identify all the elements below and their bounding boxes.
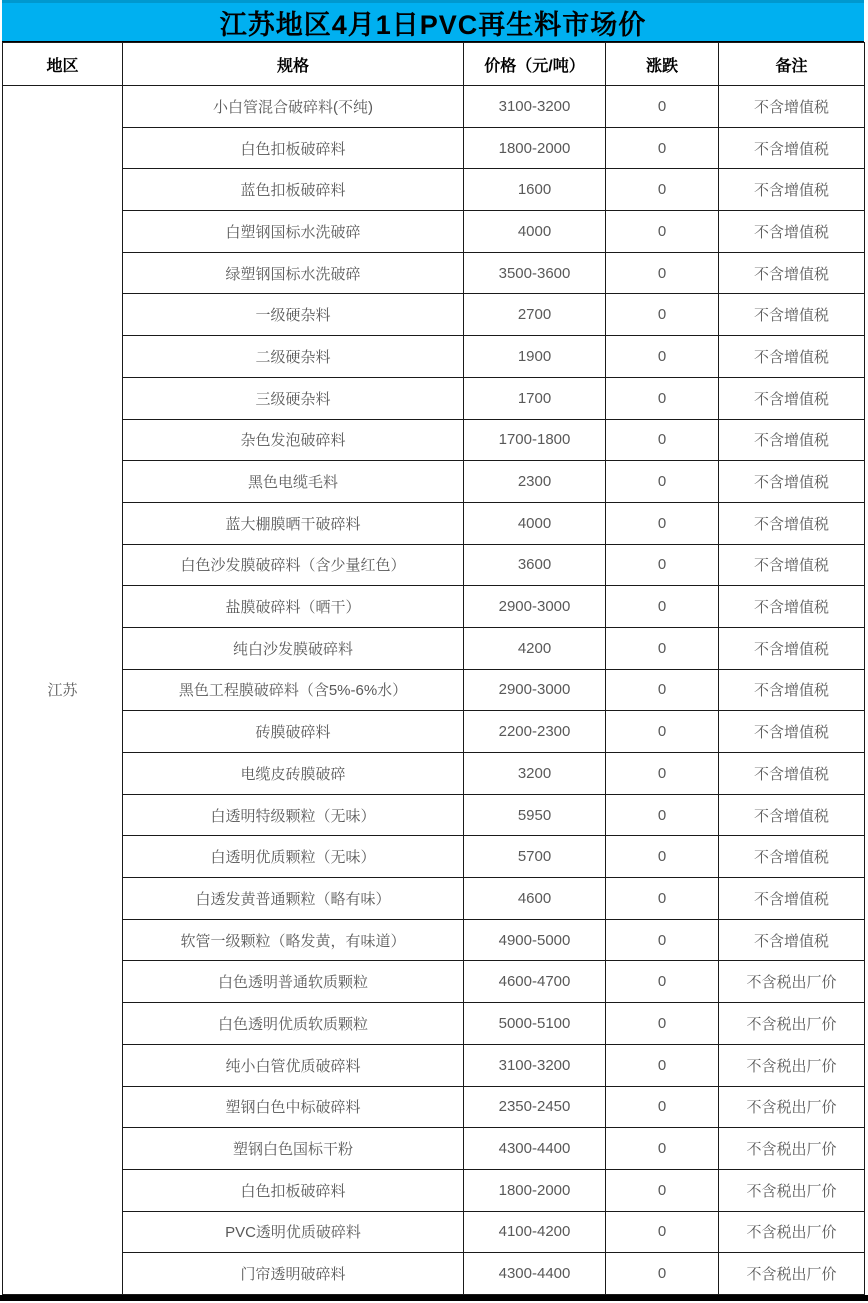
table-row <box>3 627 865 669</box>
table-row <box>3 502 865 544</box>
note-cell: 不含增值税 <box>719 419 865 461</box>
price-cell: 2900-3000 <box>464 586 606 628</box>
change-cell: 0 <box>606 211 719 253</box>
table-row <box>3 1128 865 1170</box>
price-cell: 2350-2450 <box>464 1086 606 1128</box>
price-cell: 4900-5000 <box>464 919 606 961</box>
table-row <box>3 961 865 1003</box>
spec-cell: 蓝色扣板破碎料 <box>123 169 464 211</box>
table-row <box>3 294 865 336</box>
price-cell: 5000-5100 <box>464 1003 606 1045</box>
bottom-border-bar <box>0 1295 868 1301</box>
price-cell: 4300-4400 <box>464 1128 606 1170</box>
note-cell: 不含增值税 <box>719 461 865 503</box>
table-row <box>3 336 865 378</box>
spec-cell: 黑色电缆毛料 <box>123 461 464 503</box>
spec-cell: 软管一级颗粒（略发黄，有味道） <box>123 919 464 961</box>
spec-cell: 盐膜破碎料（晒干） <box>123 586 464 628</box>
note-cell: 不含增值税 <box>719 544 865 586</box>
change-cell: 0 <box>606 1128 719 1170</box>
spec-cell: 小白管混合破碎料(不纯) <box>123 86 464 128</box>
note-cell: 不含增值税 <box>719 627 865 669</box>
note-cell: 不含税出厂价 <box>719 1211 865 1253</box>
col-header-spec: 规格 <box>123 43 464 86</box>
table-row <box>3 919 865 961</box>
price-cell: 4600 <box>464 878 606 920</box>
note-cell: 不含税出厂价 <box>719 1128 865 1170</box>
price-cell: 1700-1800 <box>464 419 606 461</box>
price-cell: 2700 <box>464 294 606 336</box>
header-row <box>3 43 865 86</box>
change-cell: 0 <box>606 461 719 503</box>
spec-cell: 白透明特级颗粒（无味） <box>123 794 464 836</box>
price-cell: 1800-2000 <box>464 127 606 169</box>
change-cell: 0 <box>606 586 719 628</box>
price-cell: 4600-4700 <box>464 961 606 1003</box>
note-cell: 不含增值税 <box>719 211 865 253</box>
spec-cell: 塑钢白色中标破碎料 <box>123 1086 464 1128</box>
table-row <box>3 544 865 586</box>
change-cell: 0 <box>606 919 719 961</box>
price-cell: 5700 <box>464 836 606 878</box>
spec-cell: 纯小白管优质破碎料 <box>123 1044 464 1086</box>
note-cell: 不含税出厂价 <box>719 961 865 1003</box>
note-cell: 不含增值税 <box>719 294 865 336</box>
table-row <box>3 252 865 294</box>
spec-cell: 白色透明优质软质颗粒 <box>123 1003 464 1045</box>
change-cell: 0 <box>606 669 719 711</box>
note-cell: 不含税出厂价 <box>719 1044 865 1086</box>
spec-cell: 杂色发泡破碎料 <box>123 419 464 461</box>
region-cell: 江苏 <box>3 86 123 1295</box>
price-cell: 2300 <box>464 461 606 503</box>
price-cell: 4000 <box>464 211 606 253</box>
change-cell: 0 <box>606 419 719 461</box>
note-cell: 不含增值税 <box>719 711 865 753</box>
table-row <box>3 1169 865 1211</box>
table-row <box>3 211 865 253</box>
table-row <box>3 1044 865 1086</box>
table-row <box>3 878 865 920</box>
change-cell: 0 <box>606 169 719 211</box>
table-row <box>3 1211 865 1253</box>
price-cell: 4100-4200 <box>464 1211 606 1253</box>
price-cell: 3100-3200 <box>464 1044 606 1086</box>
price-cell: 3100-3200 <box>464 86 606 128</box>
spec-cell: 白色扣板破碎料 <box>123 127 464 169</box>
spec-cell: 白色扣板破碎料 <box>123 1169 464 1211</box>
spec-cell: 白透发黄普通颗粒（略有味） <box>123 878 464 920</box>
price-cell: 4200 <box>464 627 606 669</box>
spec-cell: 纯白沙发膜破碎料 <box>123 627 464 669</box>
spec-cell: 白色透明普通软质颗粒 <box>123 961 464 1003</box>
spec-cell: 黑色工程膜破碎料（含5%-6%水） <box>123 669 464 711</box>
note-cell: 不含增值税 <box>719 252 865 294</box>
table-row <box>3 669 865 711</box>
note-cell: 不含增值税 <box>719 878 865 920</box>
change-cell: 0 <box>606 336 719 378</box>
table-row <box>3 1086 865 1128</box>
note-cell: 不含税出厂价 <box>719 1003 865 1045</box>
spec-cell: 蓝大棚膜晒干破碎料 <box>123 502 464 544</box>
col-header-price: 价格（元/吨） <box>464 43 606 86</box>
table-row <box>3 169 865 211</box>
change-cell: 0 <box>606 252 719 294</box>
spec-cell: 白塑钢国标水洗破碎 <box>123 211 464 253</box>
table-row <box>3 1253 865 1295</box>
spec-cell: 绿塑钢国标水洗破碎 <box>123 252 464 294</box>
change-cell: 0 <box>606 961 719 1003</box>
table-row <box>3 419 865 461</box>
change-cell: 0 <box>606 1044 719 1086</box>
price-cell: 3500-3600 <box>464 252 606 294</box>
note-cell: 不含税出厂价 <box>719 1086 865 1128</box>
change-cell: 0 <box>606 794 719 836</box>
note-cell: 不含增值税 <box>719 919 865 961</box>
change-cell: 0 <box>606 127 719 169</box>
change-cell: 0 <box>606 1086 719 1128</box>
spec-cell: 白透明优质颗粒（无味） <box>123 836 464 878</box>
col-header-change: 涨跌 <box>606 43 719 86</box>
table-row <box>3 836 865 878</box>
col-header-note: 备注 <box>719 43 865 86</box>
table-row <box>3 586 865 628</box>
note-cell: 不含增值税 <box>719 794 865 836</box>
spec-cell: 一级硬杂料 <box>123 294 464 336</box>
spec-cell: 白色沙发膜破碎料（含少量红色） <box>123 544 464 586</box>
price-cell: 3600 <box>464 544 606 586</box>
spec-cell: 电缆皮砖膜破碎 <box>123 753 464 795</box>
note-cell: 不含增值税 <box>719 127 865 169</box>
note-cell: 不含增值税 <box>719 86 865 128</box>
price-cell: 5950 <box>464 794 606 836</box>
change-cell: 0 <box>606 544 719 586</box>
note-cell: 不含增值税 <box>719 502 865 544</box>
table-row <box>3 86 865 128</box>
price-cell: 3200 <box>464 753 606 795</box>
note-cell: 不含增值税 <box>719 336 865 378</box>
change-cell: 0 <box>606 1211 719 1253</box>
price-cell: 1700 <box>464 377 606 419</box>
change-cell: 0 <box>606 878 719 920</box>
spec-cell: PVC透明优质破碎料 <box>123 1211 464 1253</box>
change-cell: 0 <box>606 86 719 128</box>
price-cell: 2900-3000 <box>464 669 606 711</box>
price-cell: 1600 <box>464 169 606 211</box>
change-cell: 0 <box>606 627 719 669</box>
price-cell: 1800-2000 <box>464 1169 606 1211</box>
note-cell: 不含增值税 <box>719 169 865 211</box>
change-cell: 0 <box>606 502 719 544</box>
page-title: 江苏地区4月1日PVC再生料市场价 <box>2 0 864 42</box>
note-cell: 不含增值税 <box>719 836 865 878</box>
change-cell: 0 <box>606 753 719 795</box>
table-row <box>3 753 865 795</box>
spec-cell: 砖膜破碎料 <box>123 711 464 753</box>
note-cell: 不含增值税 <box>719 586 865 628</box>
table-row <box>3 461 865 503</box>
spec-cell: 二级硬杂料 <box>123 336 464 378</box>
spec-cell: 三级硬杂料 <box>123 377 464 419</box>
change-cell: 0 <box>606 294 719 336</box>
table-row <box>3 794 865 836</box>
note-cell: 不含增值税 <box>719 377 865 419</box>
spec-cell: 塑钢白色国标干粉 <box>123 1128 464 1170</box>
price-cell: 2200-2300 <box>464 711 606 753</box>
change-cell: 0 <box>606 836 719 878</box>
price-cell: 4000 <box>464 502 606 544</box>
note-cell: 不含税出厂价 <box>719 1253 865 1295</box>
price-table <box>2 42 865 1295</box>
note-cell: 不含增值税 <box>719 753 865 795</box>
change-cell: 0 <box>606 1169 719 1211</box>
table-row <box>3 711 865 753</box>
change-cell: 0 <box>606 1003 719 1045</box>
spec-cell: 门帘透明破碎料 <box>123 1253 464 1295</box>
price-cell: 1900 <box>464 336 606 378</box>
table-row <box>3 1003 865 1045</box>
change-cell: 0 <box>606 711 719 753</box>
note-cell: 不含增值税 <box>719 669 865 711</box>
change-cell: 0 <box>606 1253 719 1295</box>
table-row <box>3 377 865 419</box>
price-cell: 4300-4400 <box>464 1253 606 1295</box>
note-cell: 不含税出厂价 <box>719 1169 865 1211</box>
col-header-region: 地区 <box>3 43 123 86</box>
table-row <box>3 127 865 169</box>
change-cell: 0 <box>606 377 719 419</box>
